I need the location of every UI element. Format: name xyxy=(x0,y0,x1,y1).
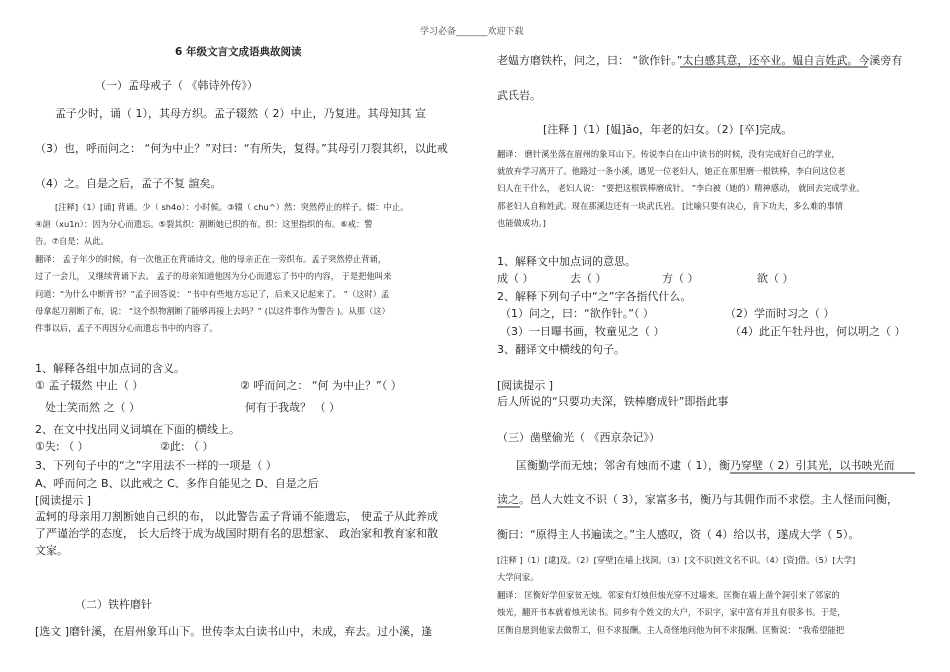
right-text-line: 匡衡勤学而无烛；邻舍有烛而不逮（ 1），衡乃穿壁（ 2）引其光，以书映光而 xyxy=(516,459,895,472)
left-text-line: 3、下列句子中的“之”字用法不一样的一项是（ ） xyxy=(35,459,277,472)
right-text-line: 大学问家。 xyxy=(497,572,539,582)
left-text-line: 6 年级文言文成语典故阅读 xyxy=(175,46,302,58)
right-text-line: 妇人在干什么， 老妇人说： “要把这根铁棒磨成针。 ”李白被（她的）精神感动， 就回去完成学业。 xyxy=(497,183,865,193)
left-text-line: ②此: （ ） xyxy=(160,440,214,453)
left-text-line: 处士笑而然 之（ ） xyxy=(45,401,140,414)
right-text-line: 匡衡自愿到他家去做帮工，但不求报酬。主人奇怪地问他为何不求报酬。匡衡说： “我希望能把 xyxy=(497,625,845,635)
right-text-line: 成（ ） xyxy=(497,272,534,285)
left-text-line: 1、解释各组中加点词的含义。 xyxy=(35,362,185,375)
right-text-line: （4）此正午牡丹也，何以明之（ ） xyxy=(730,325,906,338)
right-text-line: 方（ ） xyxy=(662,272,699,285)
left-text-line: （3）也，呼而问之： “何为中止？”对曰：“有所失，复得。”其母引刀裂其织，以此戒 xyxy=(35,142,448,155)
left-text-line: （二）铁杵磨针 xyxy=(75,598,152,611)
right-text-line: 翻译： 匡衡好学但家贫无烛。邻家有灯烛但烛光穿不过墙来。匡衡在墙上凿个洞引来了邻家的 xyxy=(497,590,840,600)
right-text-line: [注释 ]（1）[媪]ǎo，年老的妇女。（2）[卒]完成。 xyxy=(543,123,793,136)
left-text-line: A、呼而问之 B、以此戒之 C、多作自能见之 D、自是之后 xyxy=(35,477,319,490)
left-text-line: 文家。 xyxy=(35,544,68,557)
right-text-line: 欲（ ） xyxy=(757,272,794,285)
right-text-line: 翻译： 磨针溪坐落在眉州的象耳山下。传说李白在山中读书的时候，没有完成好自己的学业， xyxy=(497,149,840,159)
right-text-line: [阅读提示 ] xyxy=(497,379,554,392)
left-text-line: [选文 ]磨针溪，在眉州象耳山下。世传李太白读书山中，未成，弃去。过小溪，逢 xyxy=(35,625,433,638)
left-text-line: （4）之。自是之后，孟子不复 諠矣。 xyxy=(35,177,222,190)
right-text-line: 3、翻译文中横线的句子。 xyxy=(497,343,625,356)
right-text-line: （1）问之，曰：“欲作针。”（ ） xyxy=(500,307,654,320)
right-text-line: 就放弃学习离开了。他路过一条小溪，遇见一位老妇人，她正在那里磨一根铁棒，李白问这位老 xyxy=(497,166,846,176)
left-text-line: 过了一会儿， 又继续背诵下去。 孟子的母亲知道他因为分心而遗忘了书中的内容， 于是把他叫来 xyxy=(35,271,392,281)
right-text-line: 武氏岩。 xyxy=(497,89,541,102)
left-text-line: [阅读提示 ] xyxy=(35,494,92,507)
right-text-line: 后人所说的“只要功夫深，铁棒磨成针”即指此事 xyxy=(497,395,729,408)
right-text-line: 烛光，翻开书本就着烛光读书。同乡有个姓文的大户，不识字，家中富有并且有很多书。于是， xyxy=(497,607,846,617)
left-text-line: 孟轲的母亲用刀割断她自己织的布， 以此警告孟子背诵不能遗忘， 使孟子从此养成 xyxy=(35,510,438,523)
left-text-line: 何有于我哉？ （ ） xyxy=(245,401,340,414)
left-text-line: ② 呼而问之： “何 为中止？”（ ） xyxy=(240,379,402,392)
right-text-line: 去（ ） xyxy=(570,272,607,285)
right-text-line: 1、解释文中加点词的意思。 xyxy=(497,255,636,268)
right-text-line: 衡曰：“原得主人书遍读之。”主人感叹，资（ 4）给以书，遂成大学（ 5）。 xyxy=(497,528,860,541)
right-text-line: （三）凿壁偷光（ 《西京杂记》） xyxy=(497,431,660,444)
right-text-line: 2、解释下列句子中“之”字各指代什么。 xyxy=(497,290,692,303)
left-text-line: 2、在文中找出同义词填在下面的横线上。 xyxy=(35,423,240,436)
page-header: 学习必备_______欢迎下载 xyxy=(420,27,524,37)
right-text-line: [注释 ]（1）[逮]及。（2）[穿壁]在墙上找洞。（3）[文不识]姓文名不识。（4）[资]借。（5）[大学] xyxy=(497,555,856,565)
right-text-line: （3）一日曝书画，牧童见之（ ） xyxy=(500,325,665,338)
left-text-line: 问道：“为什么中断背书？”孟子回答说： “书中有些地方忘记了，后来又记起来了。 ”（这时）孟 xyxy=(35,289,390,299)
left-text-line: [注释]（1）[诵] 背诵。少（ sh4o）：小时候。③辍（ chu^）然：突然停止的样子。辍：中止。 xyxy=(55,202,409,212)
left-text-line: 母拿起刀割断了布，说： “这个织物割断了能够再接上去吗？” (以这件事作为警告 )。从那（这） xyxy=(35,306,390,316)
right-text-line: 也能做成功。] xyxy=(497,218,546,228)
left-text-line: 件事以后，孟子不再因分心而遗忘书中的内容了。 xyxy=(35,323,218,333)
left-text-line: （一）孟母戒子（ 《韩诗外传》） xyxy=(95,79,258,92)
left-text-line: ④諠（xu1n）：因为分心而遗忘。⑤裂其织：割断她已织的布。织：这里指织的布。⑥戒：警 xyxy=(35,219,373,229)
left-text-line: ① 孟子辍然 中止（ ） xyxy=(35,379,144,392)
right-text-line: （2）学而时习之（ ） xyxy=(725,307,835,320)
left-text-line: 告。⑦自是：从此。 xyxy=(35,236,109,246)
left-text-line: 翻译： 孟子年少的时候，有一次他正在背诵诗文，他的母亲正在一旁织布。孟子突然停止背诵， xyxy=(35,254,387,264)
right-text-line: 老媪方磨铁杵，问之，曰： “欲作针。”太白感其意，还卒业。媪自言姓武。今溪旁有 xyxy=(497,54,903,67)
left-text-line: 了严谨治学的态度， 长大后终于成为战国时期有名的思想家、 政治家和教育家和散 xyxy=(35,527,438,540)
right-text-line: 读之。邑人大姓文不识（ 3），家富多书，衡乃与其佣作而不求偿。主人怪而问衡， xyxy=(497,493,898,506)
left-text-line: 孟子少时，诵（ 1），其母方织。孟子辍然（ 2）中止，乃复进。其母知其 宣 xyxy=(55,107,426,120)
left-text-line: ①失: （ ） xyxy=(35,440,89,453)
right-text-line: 那老妇人自称姓武。现在那溪边还有一块武氏岩。 [比喻只要有决心，肯下功夫，多么难的事情 xyxy=(497,201,844,211)
